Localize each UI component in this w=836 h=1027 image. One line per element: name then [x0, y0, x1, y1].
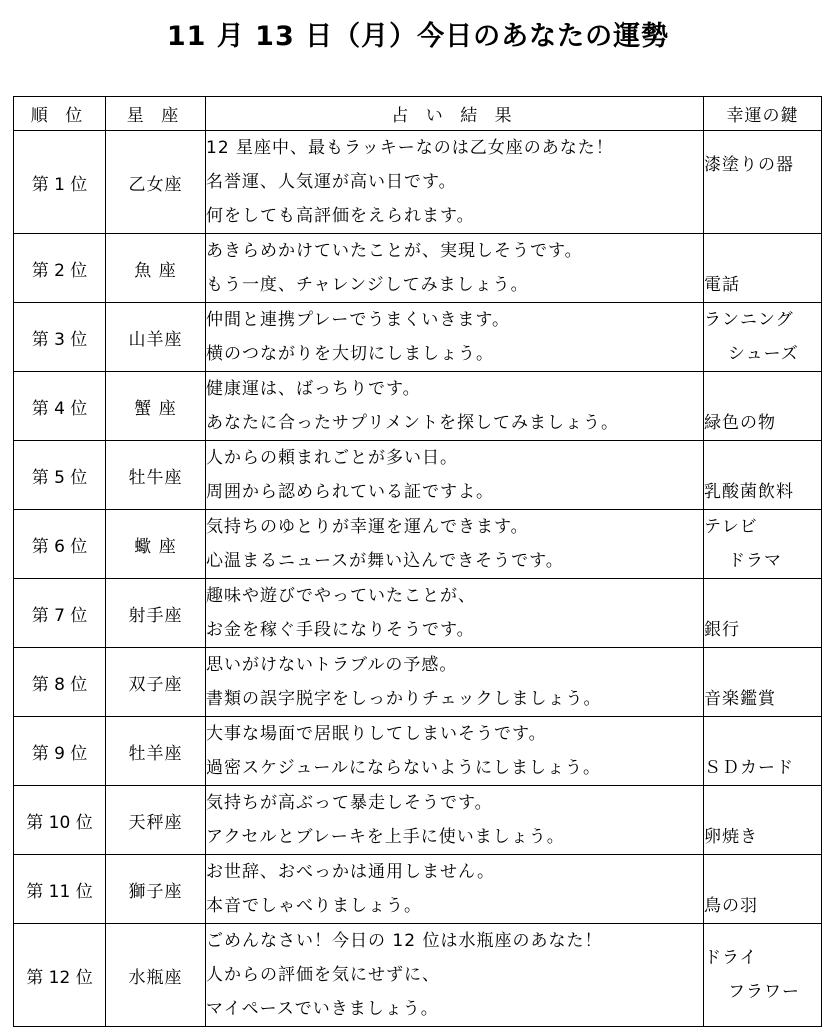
rank-cell: 第 9 位: [14, 717, 106, 786]
zodiac-sign-cell: 蠍 座: [106, 510, 206, 579]
fortune-result-cell: [206, 372, 704, 441]
lucky-key-cell: [704, 131, 822, 234]
zodiac-sign-cell: 乙女座: [106, 131, 206, 234]
fortune-result-line: 趣味や遊びでやっていたことが、: [206, 586, 476, 606]
fortune-result-cell: [206, 131, 704, 234]
table-row: [14, 303, 822, 372]
lucky-key-line: [704, 717, 821, 751]
fortune-result-line: 本音でしゃべりましょう。: [206, 896, 422, 916]
lucky-key-line: 銀行: [704, 620, 740, 640]
lucky-key-cell: [704, 303, 822, 372]
fortune-result-line: 人からの評価を気にせずに、: [206, 965, 440, 985]
rank-cell: 第 11 位: [14, 855, 106, 924]
fortune-result-line: 気持ちのゆとりが幸運を運んできます。: [206, 517, 529, 537]
fortune-result-line: ごめんなさい！今日の 12 位は水瓶座のあなた！: [206, 931, 603, 951]
lucky-key-line: テレビ: [704, 517, 758, 537]
rank-cell: 第 3 位: [14, 303, 106, 372]
table-header-row: [14, 97, 822, 131]
zodiac-sign-cell: 山羊座: [106, 303, 206, 372]
zodiac-sign-cell: 双子座: [106, 648, 206, 717]
table-row: [14, 441, 822, 510]
fortune-result-cell: [206, 855, 704, 924]
zodiac-sign-cell: 天秤座: [106, 786, 206, 855]
header-result: 占 い 結 果: [206, 97, 704, 131]
lucky-key-line: 音楽鑑賞: [704, 689, 776, 709]
zodiac-sign-cell: 魚 座: [106, 234, 206, 303]
fortune-result-line: 横のつながりを大切にしましょう。: [206, 344, 494, 364]
rank-cell: 第 7 位: [14, 579, 106, 648]
header-rank: 順 位: [14, 97, 106, 131]
fortune-result-line: お世辞、おべっかは通用しません。: [206, 862, 496, 882]
fortune-result-line: 12 星座中、最もラッキーなのは乙女座のあなた！: [206, 138, 614, 158]
lucky-key-cell: [704, 234, 822, 303]
lucky-key-line: 電話: [704, 275, 740, 295]
lucky-key-line: ＳＤカード: [704, 758, 794, 778]
lucky-key-cell: [704, 372, 822, 441]
lucky-key-line: [704, 182, 821, 216]
lucky-key-cell: [704, 924, 822, 1027]
fortune-result-line: 書類の誤字脱字をしっかりチェックしましょう。: [206, 689, 602, 709]
table-row: [14, 131, 822, 234]
fortune-result-line: 過密スケジュールにならないようにしましょう。: [206, 758, 601, 778]
fortune-result-cell: [206, 579, 704, 648]
lucky-key-line: [704, 786, 821, 820]
lucky-key-cell: [704, 786, 822, 855]
fortune-table: [13, 96, 822, 1027]
rank-cell: 第 6 位: [14, 510, 106, 579]
table-row: [14, 924, 822, 1027]
table-row: [14, 372, 822, 441]
fortune-result-cell: [206, 648, 704, 717]
fortune-result-cell: [206, 510, 704, 579]
fortune-result-line: 心温まるニュースが舞い込んできそうです。: [206, 551, 564, 571]
lucky-key-cell: [704, 579, 822, 648]
fortune-result-line: 思いがけないトラブルの予感。: [206, 655, 458, 675]
lucky-key-line: ドラマ: [728, 551, 782, 571]
fortune-result-cell: [206, 303, 704, 372]
table-row: [14, 234, 822, 303]
lucky-key-line: ドライ: [704, 948, 758, 968]
fortune-rows: [14, 131, 822, 1027]
rank-cell: 第 8 位: [14, 648, 106, 717]
fortune-result-line: 仲間と連携プレーでうまくいきます。: [206, 310, 510, 330]
rank-cell: 第 10 位: [14, 786, 106, 855]
lucky-key-cell: [704, 717, 822, 786]
page-title: 11 月 13 日（月）今日のあなたの運勢: [166, 21, 670, 52]
fortune-result-line: マイペースでいきましょう。: [206, 999, 439, 1019]
lucky-key-line: [704, 648, 821, 682]
zodiac-sign-cell: 牡羊座: [106, 717, 206, 786]
lucky-key-line: [704, 441, 821, 475]
lucky-key-line: 鳥の羽: [704, 896, 758, 916]
fortune-result-line: あなたに合ったサプリメントを探してみましょう。: [206, 413, 619, 433]
lucky-key-line: [704, 855, 821, 889]
table-row: [14, 717, 822, 786]
zodiac-sign-cell: 水瓶座: [106, 924, 206, 1027]
lucky-key-line: [704, 372, 821, 406]
lucky-key-cell: [704, 648, 822, 717]
lucky-key-line: シューズ: [728, 344, 799, 364]
header-key: 幸運の鍵: [704, 97, 822, 131]
fortune-result-cell: [206, 234, 704, 303]
fortune-result-line: アクセルとブレーキを上手に使いましょう。: [206, 827, 565, 847]
rank-cell: 第 5 位: [14, 441, 106, 510]
lucky-key-line: 卵焼き: [704, 827, 758, 847]
rank-cell: 第 12 位: [14, 924, 106, 1027]
rank-cell: 第 2 位: [14, 234, 106, 303]
fortune-result-cell: [206, 717, 704, 786]
fortune-result-cell: [206, 924, 704, 1027]
fortune-result-line: 名誉運、人気運が高い日です。: [206, 172, 457, 192]
zodiac-sign-cell: 射手座: [106, 579, 206, 648]
table-row: [14, 855, 822, 924]
zodiac-sign-cell: 獅子座: [106, 855, 206, 924]
lucky-key-cell: [704, 855, 822, 924]
lucky-key-cell: [704, 441, 822, 510]
fortune-result-cell: [206, 441, 704, 510]
table-row: [14, 786, 822, 855]
fortune-result-line: もう一度、チャレンジしてみましょう。: [206, 275, 529, 295]
lucky-key-line: 漆塗りの器: [704, 155, 794, 175]
fortune-result-line: 気持ちが高ぶって暴走しそうです。: [206, 793, 493, 813]
fortune-result-line: 健康運は、ばっちりです。: [206, 379, 421, 399]
lucky-key-line: [704, 234, 821, 268]
zodiac-sign-cell: 蟹 座: [106, 372, 206, 441]
fortune-result-line: 大事な場面で居眠りしてしまいそうです。: [206, 724, 547, 744]
zodiac-sign-cell: 牡牛座: [106, 441, 206, 510]
lucky-key-line: [704, 579, 821, 613]
fortune-result-line: 人からの頼まれごとが多い日。: [206, 448, 458, 468]
lucky-key-line: ランニング: [704, 310, 794, 330]
table-row: [14, 579, 822, 648]
header-sign: 星 座: [106, 97, 206, 131]
fortune-result-line: あきらめかけていたことが、実現しそうです。: [206, 241, 583, 261]
table-row: [14, 510, 822, 579]
table-row: [14, 648, 822, 717]
fortune-result-cell: [206, 786, 704, 855]
fortune-result-line: 周囲から認められている証ですよ。: [206, 482, 494, 502]
rank-cell: 第 4 位: [14, 372, 106, 441]
lucky-key-cell: [704, 510, 822, 579]
lucky-key-line: フラワー: [728, 982, 800, 1002]
fortune-result-line: お金を稼ぐ手段になりそうです。: [206, 620, 475, 640]
lucky-key-line: 乳酸菌飲料: [704, 482, 794, 502]
lucky-key-line: 緑色の物: [704, 413, 776, 433]
fortune-result-line: 何をしても高評価をえられます。: [206, 206, 475, 226]
rank-cell: 第 1 位: [14, 131, 106, 234]
